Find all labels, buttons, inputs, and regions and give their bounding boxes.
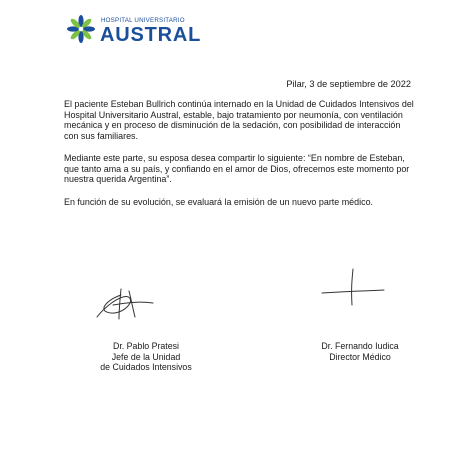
signatory-title: de Cuidados Intensivos xyxy=(100,362,192,373)
letter-date: Pilar, 3 de septiembre de 2022 xyxy=(286,79,411,89)
signature-pratesi xyxy=(93,287,155,321)
paragraph-next-report: En función de su evolución, se evaluará la emisión de un nuevo parte médico. xyxy=(64,197,374,207)
signature-iudica xyxy=(318,267,388,307)
paragraph-patient-status: El paciente Esteban Bullrich continúa internado en la Unidad de Cuidados Intensivos del Hospital Universitario Austral, estable, bajo tratamiento por neumonía, con ventilación mecánica y en proceso de disminución de la sedación, con posibilidad de interacción con sus familiares. xyxy=(64,99,414,142)
signatory-title: Director Médico xyxy=(329,351,391,362)
hospital-logo-icon xyxy=(66,14,96,44)
hospital-org-line: HOSPITAL UNIVERSITARIO xyxy=(101,17,185,24)
signatory-pratesi xyxy=(83,341,209,373)
letterhead xyxy=(66,12,202,52)
signatory-title: Jefe de la Unidad xyxy=(111,351,181,362)
hospital-brand-name: AUSTRAL xyxy=(100,24,202,46)
signatory-name: Dr. Pablo Pratesi xyxy=(112,341,179,351)
paragraph-family-message: Mediante este parte, su esposa desea compartir lo siguiente: “En nombre de Esteban, que tanto ama a su país, y confiando en el amor de Dios, ofrecemos este momento por nuestra querida Argentina”. xyxy=(64,153,410,185)
signatory-name: Dr. Fernando Iudica xyxy=(321,341,399,351)
signatory-iudica xyxy=(300,341,420,362)
